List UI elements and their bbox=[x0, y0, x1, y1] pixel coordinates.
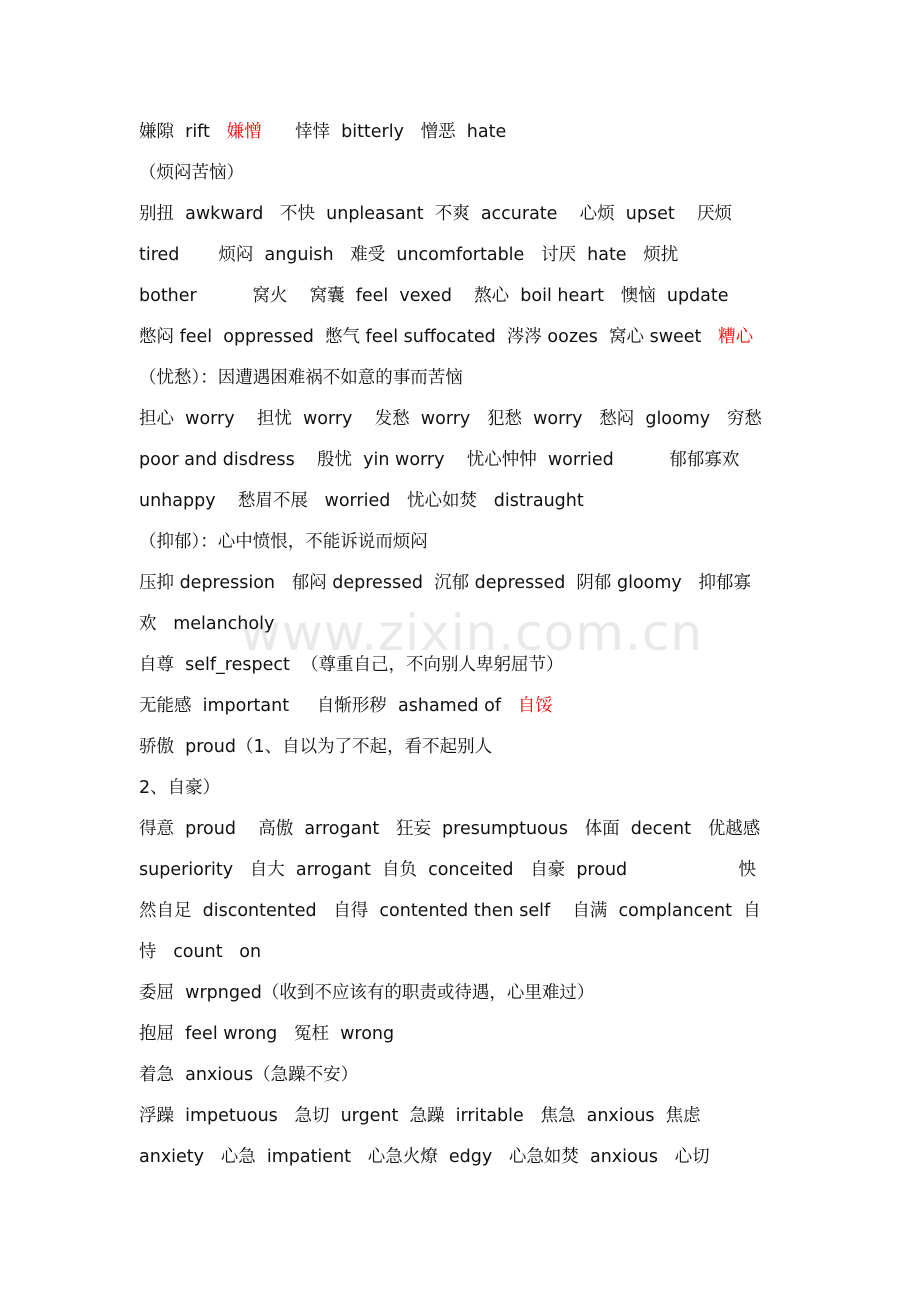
text-line bbox=[139, 159, 799, 187]
text-segment: 别扭 awkward 不快 unpleasant 不爽 accurate 心烦 upset 厌烦 bbox=[139, 204, 733, 224]
text-segment: 自尊 self_respect （尊重自己，不向别人卑躬屈节） bbox=[139, 655, 564, 675]
text-line bbox=[139, 241, 799, 269]
text-line bbox=[139, 1143, 799, 1171]
text-line bbox=[139, 446, 799, 474]
text-line bbox=[139, 938, 799, 966]
text-line bbox=[139, 815, 799, 843]
text-segment: superiority 自大 arrogant 自负 conceited 自豪 proud 怏 bbox=[139, 860, 756, 880]
highlighted-term: 糟心 bbox=[718, 327, 754, 347]
text-line bbox=[139, 1020, 799, 1048]
text-line bbox=[139, 528, 799, 556]
text-line bbox=[139, 118, 799, 146]
text-line bbox=[139, 897, 799, 925]
text-segment: poor and disdress 殷忧 yin worry 忧心忡忡 worried 郁郁寡欢 bbox=[139, 450, 740, 470]
text-segment: （忧愁）：因遭遇困难祸不如意的事而苦恼 bbox=[139, 368, 463, 388]
text-segment: bother 窝火 窝囊 feel vexed 熬心 boil heart 懊恼 update bbox=[139, 286, 729, 306]
highlighted-term: 自馁 bbox=[517, 696, 553, 716]
text-segment: unhappy 愁眉不展 worried 忧心如焚 distraught bbox=[139, 491, 584, 511]
text-segment: 抱屈 feel wrong 冤枉 wrong bbox=[139, 1024, 395, 1044]
text-segment: 委屈 wrpnged（收到不应该有的职责或待遇，心里难过） bbox=[139, 983, 595, 1003]
text-segment: 2、自豪） bbox=[139, 778, 221, 798]
text-line bbox=[139, 610, 799, 638]
text-line bbox=[139, 979, 799, 1007]
text-segment: 欢 melancholy bbox=[139, 614, 275, 634]
text-segment: anxiety 心急 impatient 心急火燎 edgy 心急如焚 anxious 心切 bbox=[139, 1147, 710, 1167]
text-segment: 然自足 discontented 自得 contented then self 自满 complancent 自 bbox=[139, 901, 761, 921]
text-segment: 骄傲 proud（1、自以为了不起，看不起别人 bbox=[139, 737, 493, 757]
text-line bbox=[139, 1102, 799, 1130]
text-segment: 憋闷 feel oppressed 憋气 feel suffocated 涔涔 oozes 窝心 sweet bbox=[139, 327, 719, 347]
text-segment: 嫌隙 rift bbox=[139, 122, 227, 142]
highlighted-term: 嫌憎 bbox=[226, 122, 262, 142]
text-line bbox=[139, 405, 799, 433]
text-line bbox=[139, 692, 799, 720]
text-line bbox=[139, 774, 799, 802]
text-segment: （抑郁）：心中愤恨，不能诉说而烦闷 bbox=[139, 532, 428, 552]
text-segment: 担心 worry 担忧 worry 发愁 worry 犯愁 worry 愁闷 gloomy 穷愁 bbox=[139, 409, 762, 429]
text-segment: 悻悻 bitterly 憎恶 hate bbox=[261, 122, 507, 142]
text-line bbox=[139, 282, 799, 310]
text-line bbox=[139, 1061, 799, 1089]
text-segment: 着急 anxious（急躁不安） bbox=[139, 1065, 359, 1085]
text-segment: （烦闷苦恼） bbox=[139, 163, 244, 183]
text-line bbox=[139, 323, 799, 351]
text-line bbox=[139, 856, 799, 884]
text-line bbox=[139, 200, 799, 228]
text-segment: 得意 proud 高傲 arrogant 狂妄 presumptuous 体面 decent 优越感 bbox=[139, 819, 761, 839]
text-line bbox=[139, 364, 799, 392]
text-line bbox=[139, 651, 799, 679]
text-line bbox=[139, 569, 799, 597]
text-line bbox=[139, 487, 799, 515]
text-segment: tired 烦闷 anguish 难受 uncomfortable 讨厌 hate 烦扰 bbox=[139, 245, 679, 265]
watermark: www.zixin.com.cn bbox=[240, 604, 704, 662]
text-line bbox=[139, 733, 799, 761]
text-segment: 压抑 depression 郁闷 depressed 沉郁 depressed 阴郁 gloomy 抑郁寡 bbox=[139, 573, 751, 593]
text-segment: 浮躁 impetuous 急切 urgent 急躁 irritable 焦急 anxious 焦虑 bbox=[139, 1106, 701, 1126]
text-segment: 恃 count on bbox=[139, 942, 262, 962]
text-segment: 无能感 important 自惭形秽 ashamed of bbox=[139, 696, 518, 716]
